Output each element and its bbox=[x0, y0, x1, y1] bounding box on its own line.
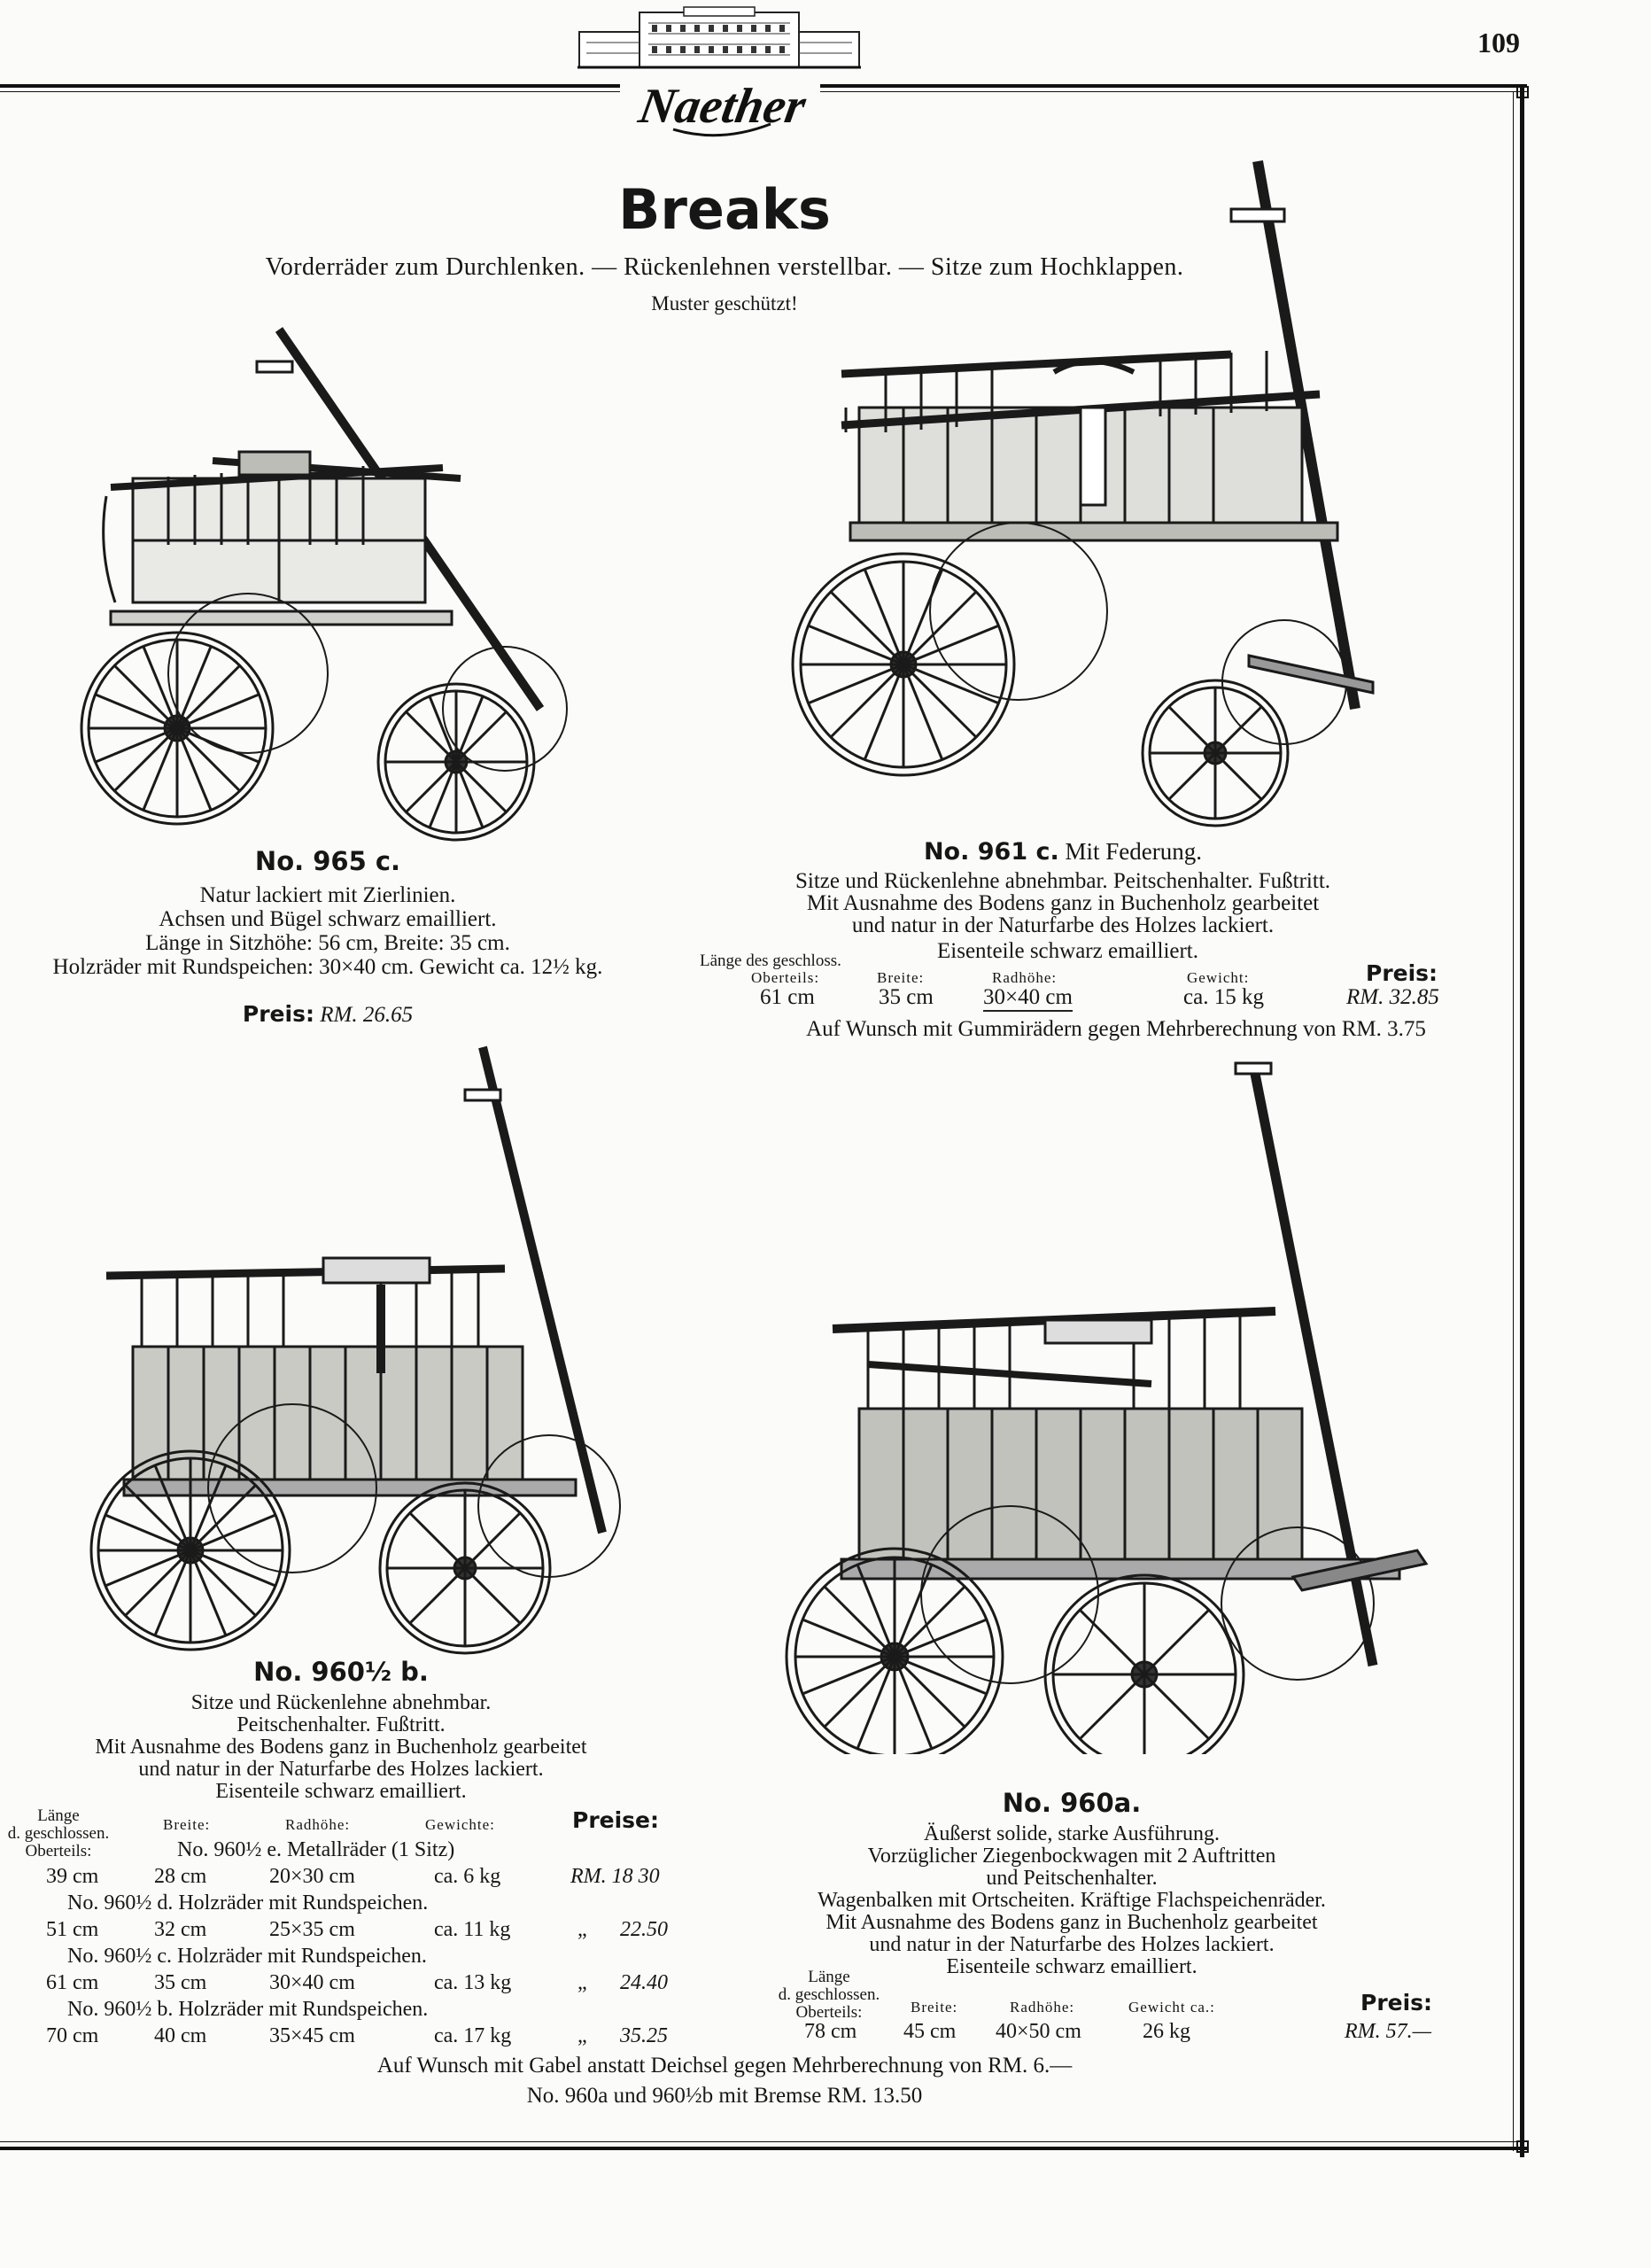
right-frame-outer bbox=[1520, 84, 1524, 2157]
product-960b-number: No. 960½ b. bbox=[253, 1657, 429, 1687]
variant-length: 51 cm bbox=[46, 1918, 99, 1941]
svg-text:Naether: Naether bbox=[634, 79, 810, 134]
desc-line: Mit Ausnahme des Bodens ganz in Buchenholz gearbeitet bbox=[826, 1911, 1318, 1934]
product-961c-description bbox=[673, 870, 1453, 936]
header-line: Länge bbox=[37, 1806, 80, 1825]
wagon-965c-illustration bbox=[80, 319, 576, 850]
variant-name: No. 960½ c. Holzräder mit Rundspeichen. bbox=[67, 1945, 427, 1968]
variant-price: RM. 18 30 bbox=[570, 1865, 660, 1888]
variant-name: No. 960½ e. Metallräder (1 Sitz) bbox=[177, 1838, 455, 1861]
top-rule-left bbox=[0, 84, 620, 88]
spec-header: Oberteils: bbox=[751, 969, 820, 986]
desc-line: Peitschenhalter. Fußtritt. bbox=[236, 1713, 446, 1736]
variant-length: 39 cm bbox=[46, 1865, 99, 1888]
desc-line: Mit Ausnahme des Bodens ganz in Buchenholz gearbeitet bbox=[95, 1736, 587, 1759]
variant-wheel: 35×45 cm bbox=[269, 2024, 355, 2047]
product-961c-heading bbox=[673, 838, 1453, 866]
wagon-961c-illustration bbox=[788, 151, 1391, 842]
product-960a-number: No. 960a. bbox=[1002, 1788, 1142, 1818]
bottom-rule-thin bbox=[0, 2141, 1520, 2142]
header-line: d. geschlossen. bbox=[778, 1985, 880, 2004]
variant-width: 40 cm bbox=[154, 2024, 207, 2047]
price-label: Preis: bbox=[242, 1001, 314, 1027]
desc-line: Äußerst solide, starke Ausführung. bbox=[924, 1822, 1220, 1845]
variant-price: 22.50 bbox=[620, 1918, 668, 1941]
desc-line: Wagenbalken mit Ortscheiten. Kräftige Flachspeichenräder. bbox=[818, 1889, 1326, 1912]
desc-line: und Peitschenhalter. bbox=[986, 1867, 1158, 1890]
spec-value: 40×50 cm bbox=[996, 2020, 1081, 2043]
page-subtitle: Vorderräder zum Durchlenken. — Rückenlehnen verstellbar. — Sitze zum Hochklappen. bbox=[265, 253, 1184, 281]
variant-wheel: 30×40 cm bbox=[269, 1971, 355, 1994]
page-note: Muster geschützt! bbox=[651, 292, 798, 315]
price-label: Preise: bbox=[572, 1807, 660, 1833]
desc-line: und natur in der Naturfarbe des Holzes lackiert. bbox=[851, 913, 1275, 937]
bottom-rule bbox=[0, 2147, 1527, 2150]
top-rule-right bbox=[820, 84, 1527, 88]
variant-weight: ca. 13 kg bbox=[434, 1971, 512, 1994]
spec-header: Gewichte: bbox=[425, 1816, 495, 1833]
spec-header: Gewicht: bbox=[1187, 969, 1250, 986]
spec-value: 78 cm bbox=[804, 2020, 857, 2043]
variant-mark: „ bbox=[577, 1918, 587, 1941]
product-961c-length-label: Länge des geschloss. bbox=[700, 951, 841, 970]
desc-line: Mit Ausnahme des Bodens ganz in Buchenholz gearbeitet bbox=[806, 891, 1320, 915]
variant-length: 70 cm bbox=[46, 2024, 99, 2047]
variant-row bbox=[0, 1945, 709, 1998]
variant-weight: ca. 11 kg bbox=[434, 1918, 511, 1941]
desc-line: Sitze und Rückenlehne abnehmbar. bbox=[190, 1691, 492, 1714]
desc-line: und natur in der Naturfarbe des Holzes lackiert. bbox=[138, 1758, 544, 1781]
length-header bbox=[767, 1969, 891, 2022]
variant-length: 61 cm bbox=[46, 1971, 99, 1994]
factory-building-illustration bbox=[577, 5, 861, 69]
desc-line: Natur lackiert mit Zierlinien. bbox=[199, 883, 456, 907]
header-line: Oberteils: bbox=[795, 2003, 863, 2022]
variant-width: 28 cm bbox=[154, 1865, 207, 1888]
desc-line: Eisenteile schwarz emailliert. bbox=[215, 1780, 467, 1803]
right-frame-inner bbox=[1513, 91, 1514, 2151]
product-965c-description bbox=[0, 883, 655, 979]
header-line: d. geschlossen. bbox=[7, 1824, 110, 1843]
price-value: RM. 26.65 bbox=[320, 1003, 414, 1027]
variant-name: No. 960½ b. Holzräder mit Rundspeichen. bbox=[67, 1998, 429, 2021]
spec-value: ca. 15 kg bbox=[1183, 985, 1264, 1009]
variant-row bbox=[0, 1998, 709, 2051]
price-label: Preis: bbox=[1360, 1990, 1433, 2016]
wagon-960b-illustration bbox=[80, 1037, 647, 1657]
variant-row bbox=[0, 1838, 709, 1891]
price-label: Preis: bbox=[1366, 960, 1438, 986]
product-961c-suffix: Mit Federung. bbox=[1065, 838, 1203, 865]
spec-value: 26 kg bbox=[1143, 2020, 1190, 2043]
variant-row bbox=[0, 1891, 709, 1945]
price-value: RM. 32.85 bbox=[1346, 985, 1439, 1009]
header-line: Länge bbox=[808, 1968, 850, 1986]
variant-width: 35 cm bbox=[154, 1971, 207, 1994]
variant-wheel: 20×30 cm bbox=[269, 1865, 355, 1888]
variant-width: 32 cm bbox=[154, 1918, 207, 1941]
desc-line: Länge in Sitzhöhe: 56 cm, Breite: 35 cm. bbox=[145, 931, 510, 955]
product-965c-price-row bbox=[0, 1001, 655, 1028]
spec-header: Radhöhe: bbox=[1010, 1999, 1075, 2016]
spec-value: 61 cm bbox=[760, 985, 815, 1009]
footer-note-1: Auf Wunsch mit Gabel anstatt Deichsel gegen Mehrberechnung von RM. 6.— bbox=[376, 2054, 1073, 2078]
variant-mark: „ bbox=[577, 1971, 587, 1994]
top-rule-right-thin bbox=[820, 91, 1527, 92]
footer-note-2: No. 960a und 960½b mit Bremse RM. 13.50 bbox=[526, 2084, 923, 2108]
page-number: 109 bbox=[1477, 27, 1520, 58]
desc-line: Sitze und Rückenlehne abnehmbar. Peitschenhalter. Fußtritt. bbox=[794, 869, 1331, 893]
page-title: Breaks bbox=[618, 177, 831, 242]
variant-name: No. 960½ d. Holzräder mit Rundspeichen. bbox=[67, 1891, 429, 1915]
wagon-960a-illustration bbox=[779, 1054, 1435, 1754]
desc-line: und natur in der Naturfarbe des Holzes lackiert. bbox=[869, 1933, 1275, 1956]
spec-value: 30×40 cm bbox=[983, 985, 1073, 1012]
variant-price: 24.40 bbox=[620, 1971, 668, 1994]
desc-line: Vorzüglicher Ziegenbockwagen mit 2 Auftritten bbox=[867, 1845, 1276, 1868]
desc-line: Achsen und Bügel schwarz emailliert. bbox=[159, 907, 497, 931]
product-965c-number: No. 965 c. bbox=[254, 846, 401, 876]
product-960b-description bbox=[0, 1692, 682, 1803]
brand-logo bbox=[620, 69, 820, 149]
spec-header: Radhöhe: bbox=[992, 969, 1058, 986]
variant-price: 35.25 bbox=[620, 2024, 668, 2047]
variant-mark: „ bbox=[577, 2024, 587, 2047]
spec-header: Radhöhe: bbox=[285, 1816, 351, 1833]
spec-header: Breite: bbox=[911, 1999, 958, 2016]
right-frame-mark-top bbox=[1516, 86, 1529, 98]
spec-value: 35 cm bbox=[879, 985, 934, 1009]
variant-wheel: 25×35 cm bbox=[269, 1918, 355, 1941]
desc-line: Eisenteile schwarz emailliert. bbox=[946, 1955, 1198, 1978]
product-961c-footnote: Auf Wunsch mit Gummirädern gegen Mehrberechnung von RM. 3.75 bbox=[806, 1017, 1426, 1041]
top-rule-left-thin bbox=[0, 91, 620, 92]
product-960a-description bbox=[691, 1823, 1453, 1978]
spec-header: Breite: bbox=[877, 969, 925, 986]
spec-header: Breite: bbox=[163, 1816, 211, 1833]
header-line: Oberteils: bbox=[25, 1842, 92, 1860]
price-value: RM. 57.— bbox=[1345, 2020, 1431, 2043]
product-961c-number: No. 961 c. bbox=[923, 838, 1059, 866]
variant-weight: ca. 17 kg bbox=[434, 2024, 512, 2047]
spec-value: 45 cm bbox=[903, 2020, 957, 2043]
spec-header: Gewicht ca.: bbox=[1128, 1999, 1215, 2016]
desc-line: Holzräder mit Rundspeichen: 30×40 cm. Gewicht ca. 12½ kg. bbox=[52, 955, 603, 979]
product-961c-iron-note: Eisenteile schwarz emailliert. bbox=[937, 939, 1199, 963]
variant-weight: ca. 6 kg bbox=[434, 1865, 501, 1888]
